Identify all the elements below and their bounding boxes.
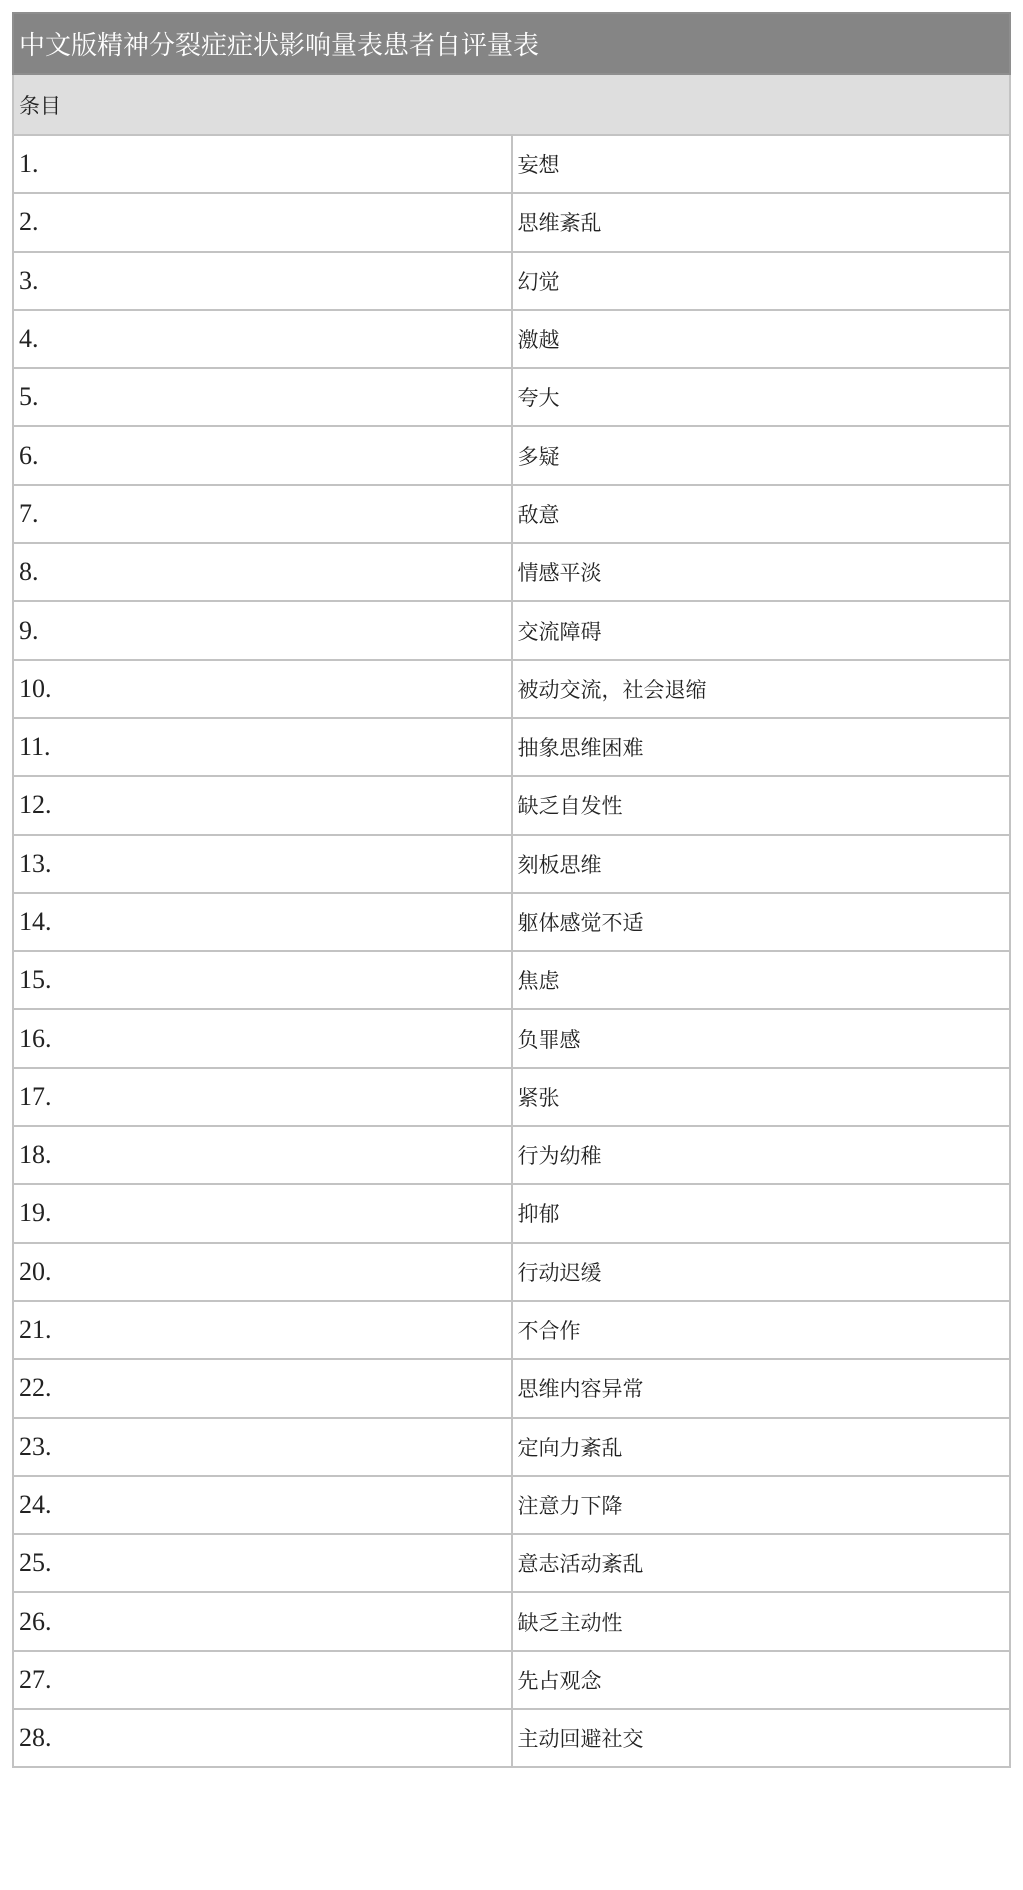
item-label: 先占观念	[512, 1651, 1011, 1709]
table-row	[13, 660, 1010, 718]
item-number: 2.	[13, 193, 512, 251]
table-row	[13, 1534, 1010, 1592]
table-row	[13, 1476, 1010, 1534]
item-number: 26.	[13, 1592, 512, 1650]
item-label: 注意力下降	[512, 1476, 1011, 1534]
item-label: 主动回避社交	[512, 1709, 1011, 1767]
section-row	[13, 74, 1010, 135]
item-label: 意志活动紊乱	[512, 1534, 1011, 1592]
item-label: 行动迟缓	[512, 1243, 1011, 1301]
item-label: 定向力紊乱	[512, 1418, 1011, 1476]
item-label: 思维紊乱	[512, 193, 1011, 251]
item-label: 交流障碍	[512, 601, 1011, 659]
table-row	[13, 1359, 1010, 1417]
item-number: 14.	[13, 893, 512, 951]
item-label: 不合作	[512, 1301, 1011, 1359]
item-number: 8.	[13, 543, 512, 601]
table-row	[13, 193, 1010, 251]
item-number: 19.	[13, 1184, 512, 1242]
item-number: 13.	[13, 835, 512, 893]
table-row	[13, 601, 1010, 659]
item-number: 22.	[13, 1359, 512, 1417]
table-row	[13, 426, 1010, 484]
item-label: 缺乏自发性	[512, 776, 1011, 834]
table-row	[13, 543, 1010, 601]
table-row	[13, 1068, 1010, 1126]
table-row	[13, 835, 1010, 893]
table-title: 中文版精神分裂症症状影响量表患者自评量表	[13, 13, 1010, 74]
item-number: 6.	[13, 426, 512, 484]
item-number: 15.	[13, 951, 512, 1009]
item-number: 11.	[13, 718, 512, 776]
table-row	[13, 1651, 1010, 1709]
table-row	[13, 1418, 1010, 1476]
item-label: 幻觉	[512, 252, 1011, 310]
item-number: 21.	[13, 1301, 512, 1359]
item-label: 负罪感	[512, 1009, 1011, 1067]
table-row	[13, 485, 1010, 543]
item-number: 25.	[13, 1534, 512, 1592]
table-body	[13, 13, 1010, 1767]
item-number: 27.	[13, 1651, 512, 1709]
item-label: 刻板思维	[512, 835, 1011, 893]
item-label: 抑郁	[512, 1184, 1011, 1242]
item-label: 多疑	[512, 426, 1011, 484]
scale-table	[12, 12, 1011, 1768]
table-row	[13, 1184, 1010, 1242]
table-row	[13, 776, 1010, 834]
table-row	[13, 1126, 1010, 1184]
table-row	[13, 252, 1010, 310]
table-row	[13, 1592, 1010, 1650]
item-label: 激越	[512, 310, 1011, 368]
item-label: 被动交流，社会退缩	[512, 660, 1011, 718]
table-row	[13, 1709, 1010, 1767]
item-number: 12.	[13, 776, 512, 834]
item-label: 情感平淡	[512, 543, 1011, 601]
item-number: 18.	[13, 1126, 512, 1184]
item-label: 思维内容异常	[512, 1359, 1011, 1417]
item-number: 17.	[13, 1068, 512, 1126]
table-row	[13, 893, 1010, 951]
item-number: 20.	[13, 1243, 512, 1301]
title-row	[13, 13, 1010, 74]
item-label: 妄想	[512, 135, 1011, 193]
item-label: 焦虑	[512, 951, 1011, 1009]
item-number: 24.	[13, 1476, 512, 1534]
item-number: 23.	[13, 1418, 512, 1476]
item-number: 1.	[13, 135, 512, 193]
item-label: 夸大	[512, 368, 1011, 426]
item-label: 躯体感觉不适	[512, 893, 1011, 951]
item-number: 3.	[13, 252, 512, 310]
table-row	[13, 135, 1010, 193]
table-row	[13, 1243, 1010, 1301]
table-row	[13, 368, 1010, 426]
table-row	[13, 951, 1010, 1009]
item-number: 7.	[13, 485, 512, 543]
item-number: 28.	[13, 1709, 512, 1767]
item-label: 缺乏主动性	[512, 1592, 1011, 1650]
table-row	[13, 1301, 1010, 1359]
table-row	[13, 1009, 1010, 1067]
section-label: 条目	[13, 74, 1010, 135]
item-label: 抽象思维困难	[512, 718, 1011, 776]
item-number: 9.	[13, 601, 512, 659]
table-row	[13, 718, 1010, 776]
table-row	[13, 310, 1010, 368]
item-label: 敌意	[512, 485, 1011, 543]
item-number: 16.	[13, 1009, 512, 1067]
item-label: 行为幼稚	[512, 1126, 1011, 1184]
item-number: 10.	[13, 660, 512, 718]
item-number: 5.	[13, 368, 512, 426]
item-number: 4.	[13, 310, 512, 368]
item-label: 紧张	[512, 1068, 1011, 1126]
